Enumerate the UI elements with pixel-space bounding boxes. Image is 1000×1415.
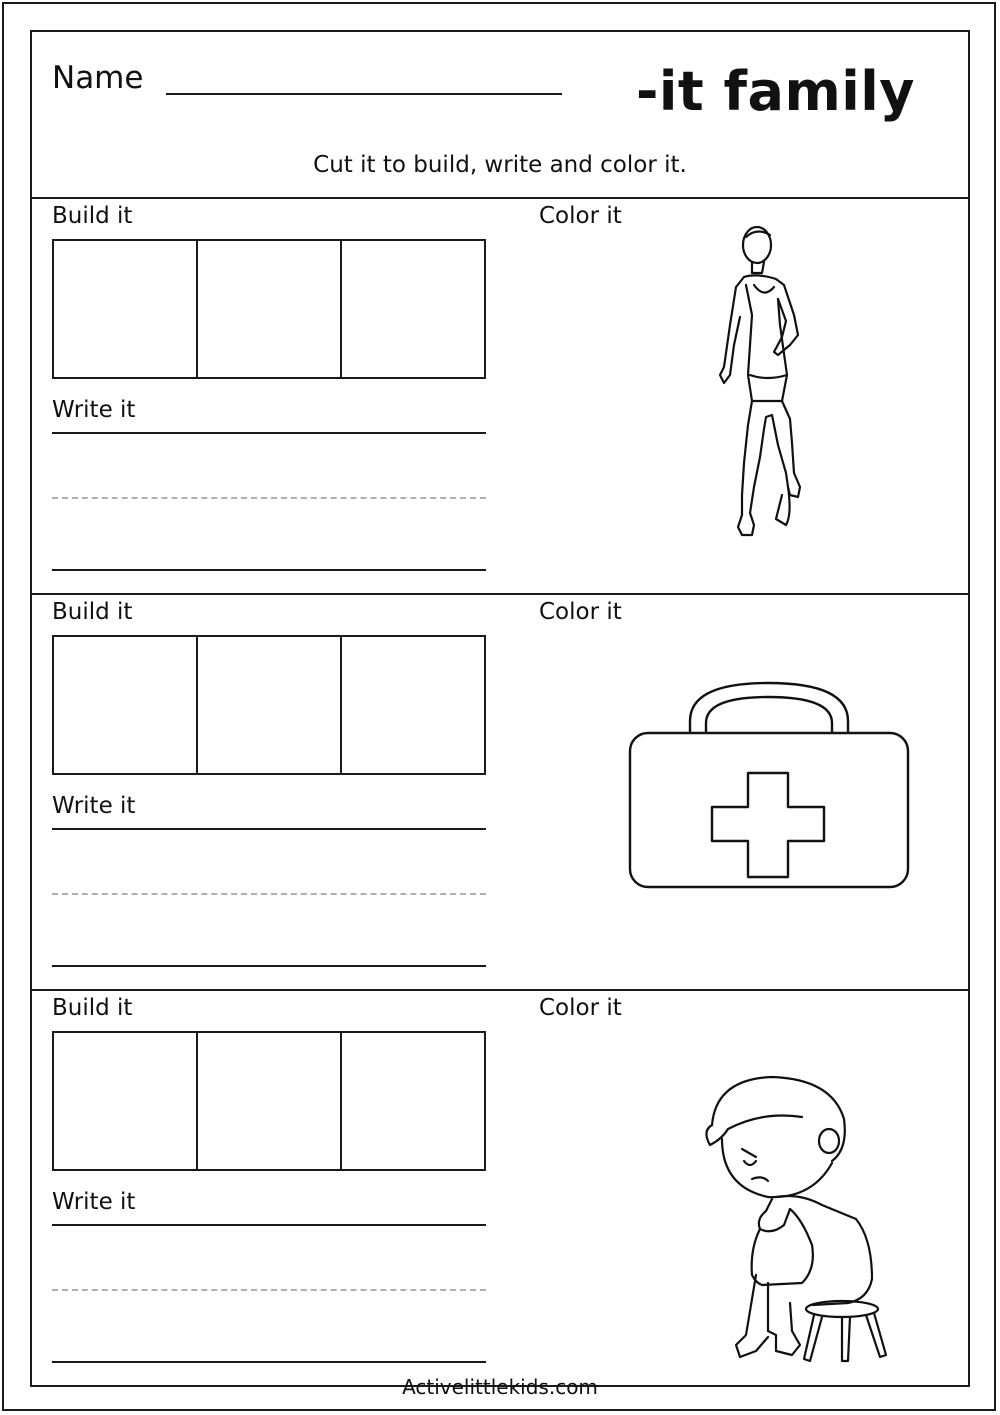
write-mid-dashed-line [52,893,486,895]
build-it-label: Build it [52,203,133,229]
letter-box[interactable] [54,1033,198,1169]
letter-box[interactable] [198,1033,342,1169]
letter-boxes [52,635,486,775]
write-it-label: Write it [52,1189,136,1215]
sitting-child-icon [672,1069,902,1369]
word-section-3 [32,989,968,1385]
letter-boxes [52,1031,486,1171]
color-it-label: Color it [539,995,622,1021]
runner-icon [712,225,852,555]
footer-website: Activelittlekids.com [402,1375,598,1399]
write-top-line[interactable] [52,828,486,830]
write-top-line[interactable] [52,1224,486,1226]
worksheet [30,30,970,1387]
letter-box[interactable] [198,637,342,773]
write-mid-dashed-line [52,1289,486,1291]
letter-boxes [52,239,486,379]
name-label: Name [52,60,144,96]
letter-box[interactable] [54,637,198,773]
color-it-label: Color it [539,599,622,625]
color-it-label: Color it [539,203,622,229]
letter-box[interactable] [54,241,198,377]
write-it-label: Write it [52,793,136,819]
write-it-label: Write it [52,397,136,423]
letter-box[interactable] [342,1033,484,1169]
instruction-text: Cut it to build, write and color it. [313,152,687,178]
word-section-2 [32,593,968,991]
write-mid-dashed-line [52,497,486,499]
name-writing-line[interactable] [166,93,562,95]
word-section-1 [32,197,968,595]
write-base-line[interactable] [52,1361,486,1363]
build-it-label: Build it [52,995,133,1021]
write-top-line[interactable] [52,432,486,434]
letter-box[interactable] [342,241,484,377]
letter-box[interactable] [198,241,342,377]
worksheet-header [32,32,968,199]
write-base-line[interactable] [52,569,486,571]
write-base-line[interactable] [52,965,486,967]
letter-box[interactable] [342,637,484,773]
first-aid-kit-icon [628,681,912,899]
build-it-label: Build it [52,599,133,625]
worksheet-title: -it family [636,60,915,123]
